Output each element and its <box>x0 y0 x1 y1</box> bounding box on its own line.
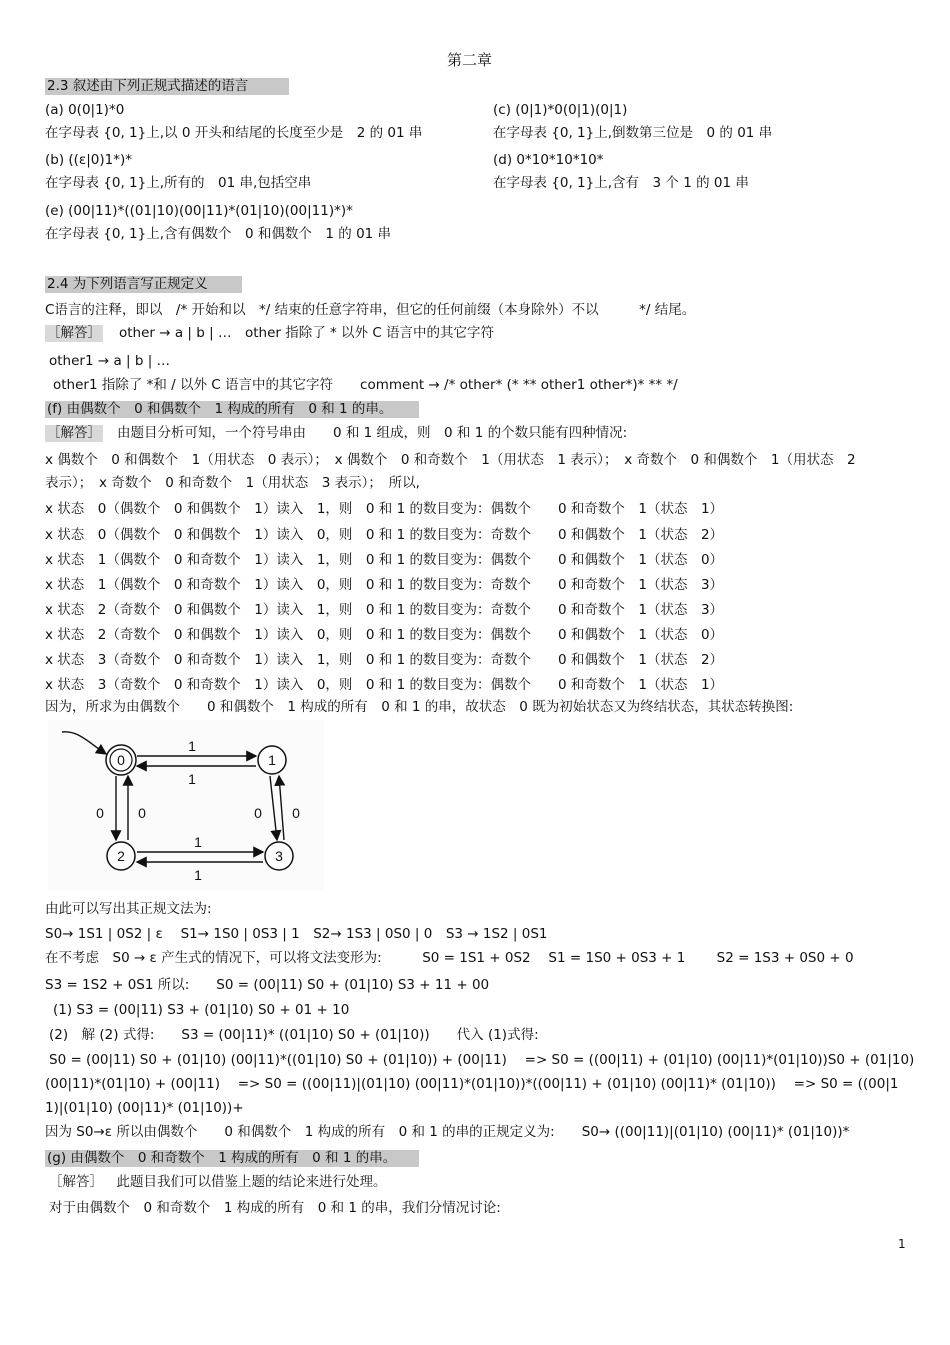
transition-row: x 状态 1（偶数个 0 和奇数个 1）读入 1，则 0 和 1 的数目变为：偶数个 0 和偶数个 1（状态 0） <box>45 552 724 568</box>
item-e-desc: 在字母表 {0, 1}上,含有偶数个 0 和偶数个 1 的 01 串 <box>45 226 392 242</box>
edge-label: 1 <box>188 738 196 754</box>
item-c-expr: (c) (0|1)*0(0|1)(0|1) <box>493 102 628 118</box>
state-label: 2 <box>117 848 125 864</box>
transition-row: x 状态 3（奇数个 0 和奇数个 1）读入 1，则 0 和 1 的数目变为：奇数个 0 和偶数个 1（状态 2） <box>45 652 724 668</box>
item-a-expr: (a) 0(0|1)*0 <box>45 102 125 118</box>
sf-line-4: 因为，所求为由偶数个 0 和偶数个 1 构成的所有 0 和 1 的串，故状态 0 既为初始状态又为终结状态，其状态转换图: <box>45 699 794 715</box>
edge-label: 0 <box>254 805 262 821</box>
state-label: 3 <box>275 848 283 864</box>
state-3 <box>265 842 293 870</box>
sf-line-2: x 偶数个 0 和偶数个 1（用状态 0 表示）； x 偶数个 0 和奇数个 1（用状态 1 表示）； x 奇数个 0 和偶数个 1（用状态 2 <box>45 452 856 468</box>
edge-label: 1 <box>194 834 202 850</box>
transition-row: x 状态 1（偶数个 0 和奇数个 1）读入 0，则 0 和 1 的数目变为：奇数个 0 和奇数个 1（状态 3） <box>45 577 724 593</box>
answer-bracket: ［解答］ <box>49 1174 103 1190</box>
answer-bracket: ［解答］ <box>47 425 101 441</box>
s24-line-1: C语言的注释，即以 /* 开始和以 */ 结束的任意字符串，但它的任何前缀（本身除外）不以 */ 结尾。 <box>45 302 696 318</box>
item-a-desc: 在字母表 {0, 1}上,以 0 开头和结尾的长度至少是 2 的 01 串 <box>45 125 423 141</box>
transition-row: x 状态 0（偶数个 0 和偶数个 1）读入 0，则 0 和 1 的数目变为：奇数个 0 和偶数个 1（状态 2） <box>45 527 724 543</box>
s24-line-3: other1 → a | b | … <box>49 353 171 369</box>
sg-line-2: 对于由偶数个 0 和奇数个 1 构成的所有 0 和 1 的串，我们分情况讨论: <box>49 1200 501 1216</box>
item-b-expr: (b) ((ε|0)1*)* <box>45 152 132 168</box>
edge-label: 0 <box>96 805 104 821</box>
item-d-desc: 在字母表 {0, 1}上,含有 3 个 1 的 01 串 <box>493 175 749 191</box>
sf-line-11: S0 = (00|11) S0 + (01|10) (00|11)*((01|10) S0 + (01|10)) + (00|11) => S0 = ((00|11) + (01|10) (00|11)*(01|10))S0 + (01|10) <box>49 1052 915 1068</box>
section-heading-g: (g) 由偶数个 0 和奇数个 1 构成的所有 0 和 1 的串。 <box>45 1150 419 1167</box>
sf-line-6: S0→ 1S1 | 0S2 | ε S1→ 1S0 | 0S3 | 1 S2→ 1S3 | 0S0 | 0 S3 → 1S2 | 0S1 <box>45 926 548 942</box>
s24-line-2: other → a | b | … other 指除了 * 以外 C 语言中的其它字符 <box>119 325 495 341</box>
transition-row: x 状态 2（奇数个 0 和偶数个 1）读入 0，则 0 和 1 的数目变为：偶数个 0 和偶数个 1（状态 0） <box>45 627 724 643</box>
state-transition-diagram <box>48 720 324 890</box>
item-b-desc: 在字母表 {0, 1}上,所有的 01 串,包括空串 <box>45 175 312 191</box>
item-c-desc: 在字母表 {0, 1}上,倒数第三位是 0 的 01 串 <box>493 125 773 141</box>
s24-line-4: other1 指除了 *和 / 以外 C 语言中的其它字符 comment → /* other* (* ** other1 other*)* ** */ <box>53 377 678 393</box>
edge-label: 0 <box>292 805 300 821</box>
sf-line-1: 由题目分析可知，一个符号串由 0 和 1 组成，则 0 和 1 的个数只能有四种情况: <box>117 425 628 441</box>
edge-label: 0 <box>138 805 146 821</box>
item-d-expr: (d) 0*10*10*10* <box>493 152 604 168</box>
transition-row: x 状态 0（偶数个 0 和偶数个 1）读入 1，则 0 和 1 的数目变为：偶数个 0 和奇数个 1（状态 1） <box>45 501 724 517</box>
section-heading-2-3: 2.3 叙述由下列正规式描述的语言 <box>45 78 289 95</box>
section-heading-f: (f) 由偶数个 0 和偶数个 1 构成的所有 0 和 1 的串。 <box>45 401 419 418</box>
page-title: 第二章 <box>447 51 493 69</box>
sg-line-1: 此题目我们可以借鉴上题的结论来进行处理。 <box>103 1174 387 1190</box>
transition-row: x 状态 2（奇数个 0 和偶数个 1）读入 1，则 0 和 1 的数目变为：奇数个 0 和奇数个 1（状态 3） <box>45 602 724 618</box>
state-label: 0 <box>117 752 125 768</box>
transition-row: x 状态 3（奇数个 0 和奇数个 1）读入 0，则 0 和 1 的数目变为：偶数个 0 和奇数个 1（状态 1） <box>45 677 724 693</box>
sf-line-3: 表示）； x 奇数个 0 和奇数个 1（用状态 3 表示）； 所以, <box>45 475 420 491</box>
sf-line-14: 因为 S0→ε 所以由偶数个 0 和偶数个 1 构成的所有 0 和 1 的串的正规定义为: S0→ ((00|11)|(01|10) (00|11)* (01|10))* <box>45 1124 850 1140</box>
edge-label: 1 <box>194 867 202 883</box>
state-label: 1 <box>268 752 276 768</box>
sf-line-9: (1) S3 = (00|11) S3 + (01|10) S0 + 01 + 10 <box>53 1002 350 1018</box>
page-number: 1 <box>898 1237 906 1251</box>
state-1 <box>258 746 286 774</box>
answer-bracket: ［解答］ <box>47 325 101 341</box>
state-0 <box>106 745 136 775</box>
state-2 <box>107 842 135 870</box>
sf-line-5: 由此可以写出其正规文法为: <box>45 901 212 917</box>
sf-line-13: 1)|(01|10) (00|11)* (01|10))+ <box>45 1100 244 1116</box>
sf-line-10: (2) 解 (2) 式得: S3 = (00|11)* ((01|10) S0 + (01|10)) 代入 (1)式得: <box>49 1027 539 1043</box>
item-e-expr: (e) (00|11)*((01|10)(00|11)*(01|10)(00|11)*)* <box>45 203 353 219</box>
sf-line-12: (00|11)*(01|10) + (00|11) => S0 = ((00|11)|(01|10) (00|11)*(01|10))*((00|11) + (01|10) (00|11)* (01|10)) => S0 = ((00|1 <box>45 1076 899 1092</box>
sf-line-8: S3 = 1S2 + 0S1 所以: S0 = (00|11) S0 + (01|10) S3 + 11 + 00 <box>45 977 490 993</box>
sf-line-7: 在不考虑 S0 → ε 产生式的情况下，可以将文法变形为: S0 = 1S1 + 0S2 S1 = 1S0 + 0S3 + 1 S2 = 1S3 + 0S0 + 0 <box>45 950 854 966</box>
section-heading-2-4: 2.4 为下列语言写正规定义 <box>45 276 242 293</box>
edge-label: 1 <box>188 771 196 787</box>
